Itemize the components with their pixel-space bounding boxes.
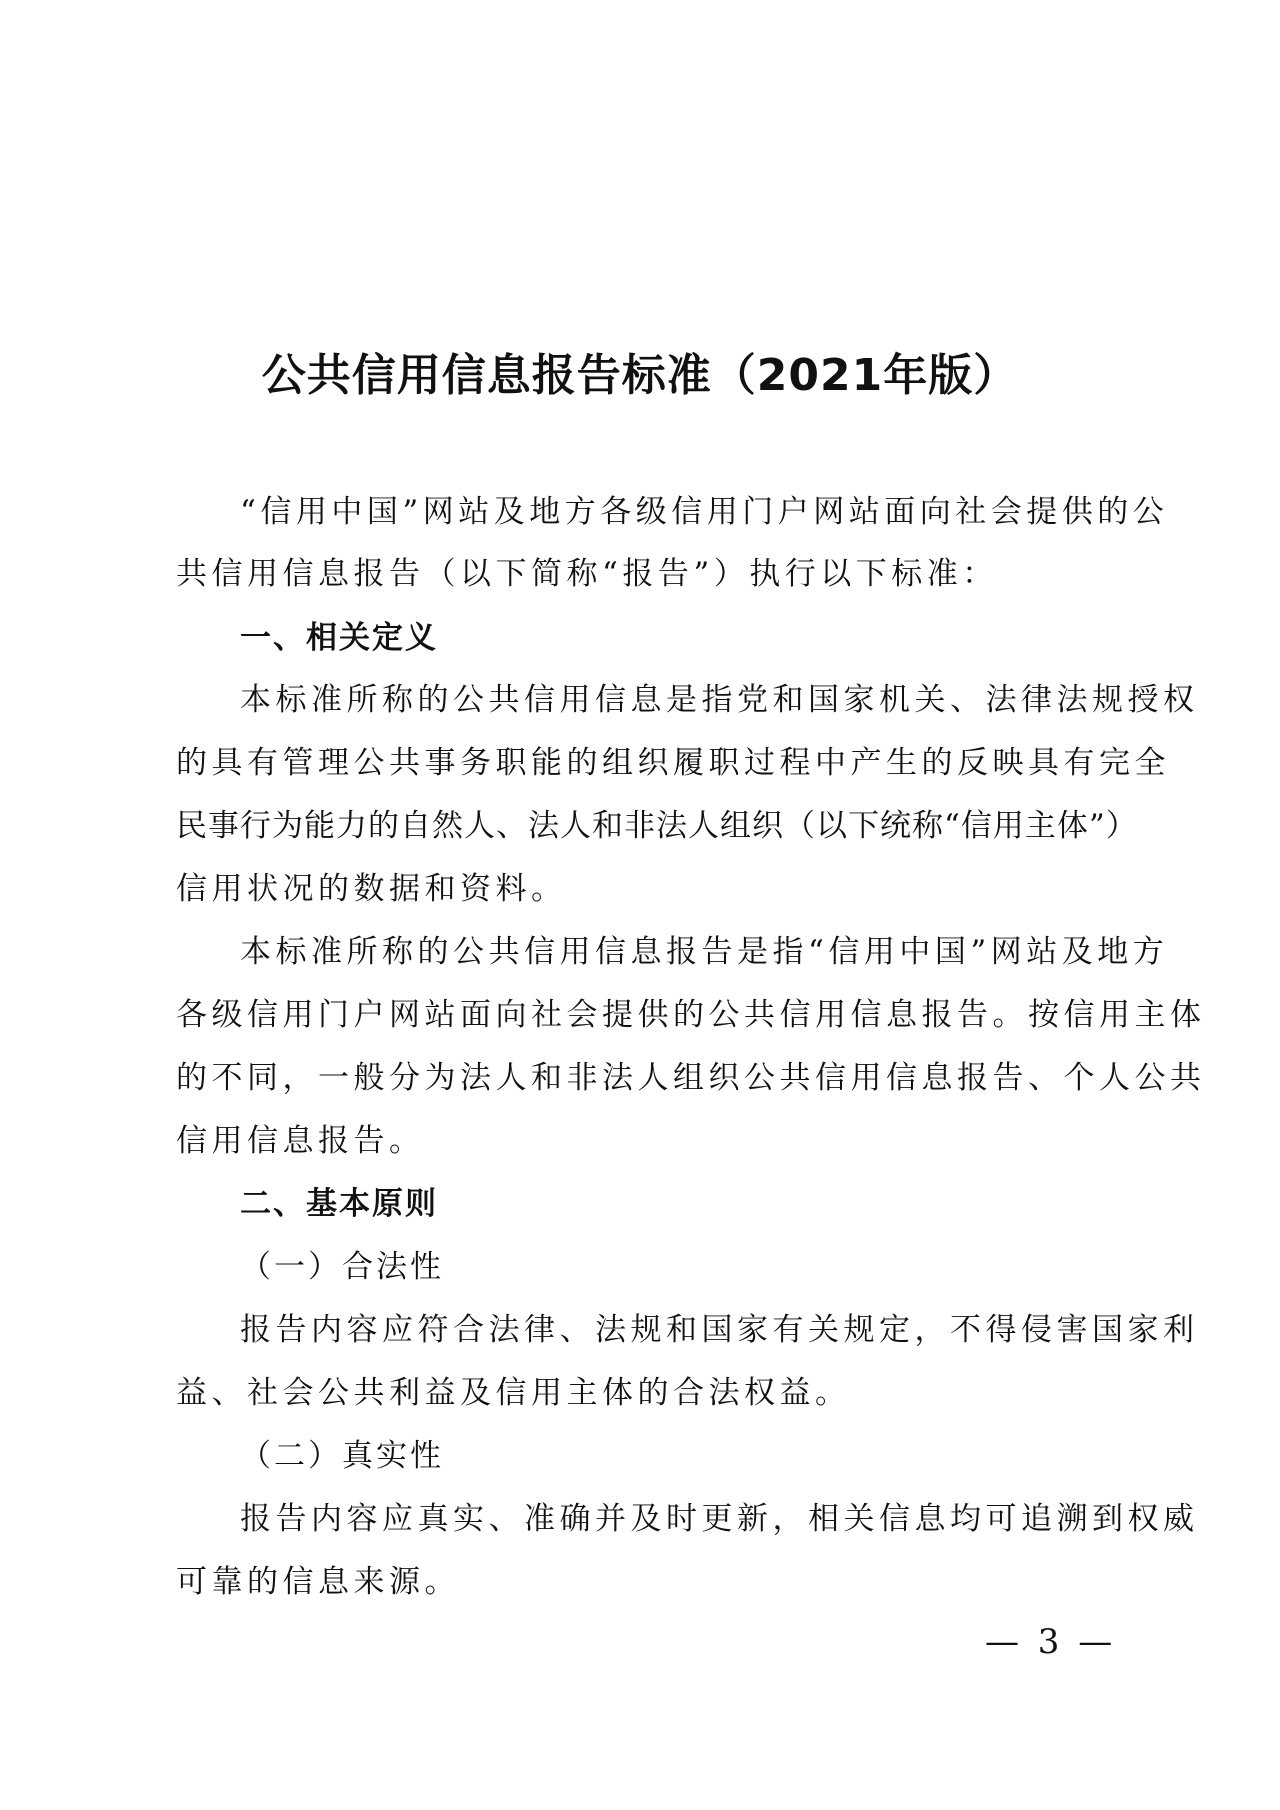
section-1-para-2-line-1: 本标准所称的公共信用信息报告是指“信用中国”网站及地方 bbox=[240, 934, 1169, 970]
section-2-sub-2-heading: （二）真实性 bbox=[240, 1438, 444, 1474]
section-1-para-2-line-3: 的不同，一般分为法人和非法人组织公共信用信息报告、个人公共 bbox=[176, 1060, 1206, 1096]
document-title: 公共信用信息报告标准（2021年版） bbox=[261, 350, 1019, 401]
section-1-para-2-line-2: 各级信用门户网站面向社会提供的公共信用信息报告。按信用主体 bbox=[176, 997, 1206, 1033]
intro-line-1: “信用中国”网站及地方各级信用门户网站面向社会提供的公 bbox=[240, 494, 1169, 530]
page-number: — 3 — bbox=[985, 1622, 1117, 1662]
section-1-para-1-line-2: 的具有管理公共事务职能的组织履职过程中产生的反映具有完全 bbox=[176, 745, 1170, 781]
section-1-heading: 一、相关定义 bbox=[240, 620, 438, 656]
section-2-sub-1-heading: （一）合法性 bbox=[240, 1249, 444, 1285]
section-2-sub-2-line-2: 可靠的信息来源。 bbox=[176, 1564, 460, 1600]
section-2-heading: 二、基本原则 bbox=[240, 1186, 438, 1222]
section-2-sub-1-line-1: 报告内容应符合法律、法规和国家有关规定，不得侵害国家利 bbox=[240, 1312, 1199, 1348]
section-2-sub-1-line-2: 益、社会公共利益及信用主体的合法权益。 bbox=[176, 1375, 851, 1411]
intro-line-2: 共信用信息报告（以下简称“报告”）执行以下标准： bbox=[176, 556, 998, 592]
section-1-para-1-line-3: 民事行为能力的自然人、法人和非法人组织（以下统称“信用主体”） bbox=[176, 808, 1138, 844]
section-1-para-1-line-1: 本标准所称的公共信用信息是指党和国家机关、法律法规授权 bbox=[240, 682, 1199, 718]
section-1-para-1-line-4: 信用状况的数据和资料。 bbox=[176, 871, 567, 907]
section-2-sub-2-line-1: 报告内容应真实、准确并及时更新，相关信息均可追溯到权威 bbox=[240, 1501, 1199, 1537]
section-1-para-2-line-4: 信用信息报告。 bbox=[176, 1123, 425, 1159]
